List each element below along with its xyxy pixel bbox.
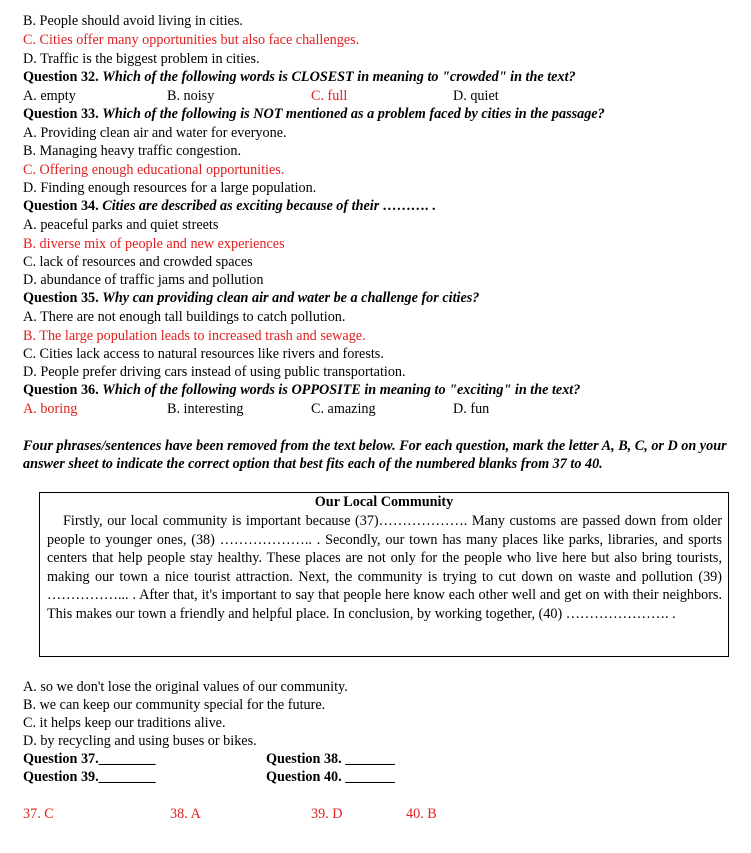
q32-label: Question 32. [23,69,99,85]
q36-option-a: A. boring [23,401,78,417]
section-instructions: Four phrases/sentences have been removed from the text below. For each question, mark the letter A, B, C, or D on your answer sheet to indicate the correct option that best fits each of the numbered blanks from 37 to 40. [23,438,727,472]
passage-box [39,492,729,657]
q36-option-c: C. amazing [311,401,376,417]
q32-option-b: B. noisy [167,88,215,104]
passage-body: Firstly, our local community is important because (37)………………. Many customs are passed down from older people to younger ones, (38) ……………….. . Secondly, our town has many places like parks, libraries, and sports centers that help people stay healthy. These places are not only for the people who live here but also bring tourists, making our town a nice tourist attraction. Next, the community is trying to cut down on waste and pollution (39) ……………... . After that, it's important to say that people here know each other well and get on with their neighbors. This makes our town a friendly and helpful place. In conclusion, by working together, (40) …………………. . [47,513,722,622]
gap-option-b: B. we can keep our community special for the future. [23,697,326,713]
q33-option-b: B. Managing heavy traffic congestion. [23,143,242,159]
gap-option-c: C. it helps keep our traditions alive. [23,715,226,731]
q32-option-a: A. empty [23,88,76,104]
q34-option-b: B. diverse mix of people and new experiences [23,236,285,252]
q35-option-c: C. Cities lack access to natural resources like rivers and forests. [23,346,384,362]
answer-key-39: 39. D [311,806,343,822]
q34-option-d: D. abundance of traffic jams and pollution [23,272,264,288]
q34-label: Question 34. [23,198,99,214]
passage-title: Our Local Community [314,494,454,510]
q33-stem [23,105,605,123]
q35-stem [23,289,479,307]
q35-option-d: D. People prefer driving cars instead of using public transportation. [23,364,406,380]
q32-stem [23,68,576,86]
q32-option-d: D. quiet [453,88,499,104]
q35-option-b: B. The large population leads to increased trash and sewage. [23,328,366,344]
q31-option-b: B. People should avoid living in cities. [23,13,243,29]
q34-stem [23,197,436,215]
q36-option-b: B. interesting [167,401,244,417]
q33-question: Which of the following is NOT mentioned as a problem faced by cities in the passage? [102,106,605,122]
q34-option-a: A. peaceful parks and quiet streets [23,217,219,233]
answer-line-37: Question 37.________ [23,751,156,767]
q36-question: Which of the following words is OPPOSITE in meaning to "exciting" in the text? [102,382,581,398]
q33-label: Question 33. [23,106,99,122]
q34-option-c: C. lack of resources and crowded spaces [23,254,253,270]
q32-option-c: C. full [311,88,348,104]
gap-option-d: D. by recycling and using buses or bikes. [23,733,257,749]
q31-option-d: D. Traffic is the biggest problem in cities. [23,51,260,67]
q36-option-d: D. fun [453,401,490,417]
q32-question: Which of the following words is CLOSEST in meaning to "crowded" in the text? [102,69,576,85]
answer-key-37: 37. C [23,806,54,822]
q33-option-a: A. Providing clean air and water for everyone. [23,125,287,141]
passage-text [47,512,722,623]
q33-option-d: D. Finding enough resources for a large population. [23,180,317,196]
q33-option-c: C. Offering enough educational opportunities. [23,162,285,178]
q35-option-a: A. There are not enough tall buildings to catch pollution. [23,309,346,325]
answer-line-38: Question 38. _______ [266,751,395,767]
q36-stem [23,381,580,399]
answer-line-40: Question 40. _______ [266,769,395,785]
q34-question: Cities are described as exciting because of their ………. . [102,198,437,214]
q35-question: Why can providing clean air and water be a challenge for cities? [102,290,480,306]
answer-key-38: 38. A [170,806,201,822]
answer-line-39: Question 39.________ [23,769,156,785]
q31-option-c: C. Cities offer many opportunities but also face challenges. [23,32,360,48]
q36-label: Question 36. [23,382,99,398]
q35-label: Question 35. [23,290,99,306]
gap-option-a: A. so we don't lose the original values of our community. [23,679,348,695]
answer-key-40: 40. B [406,806,437,822]
